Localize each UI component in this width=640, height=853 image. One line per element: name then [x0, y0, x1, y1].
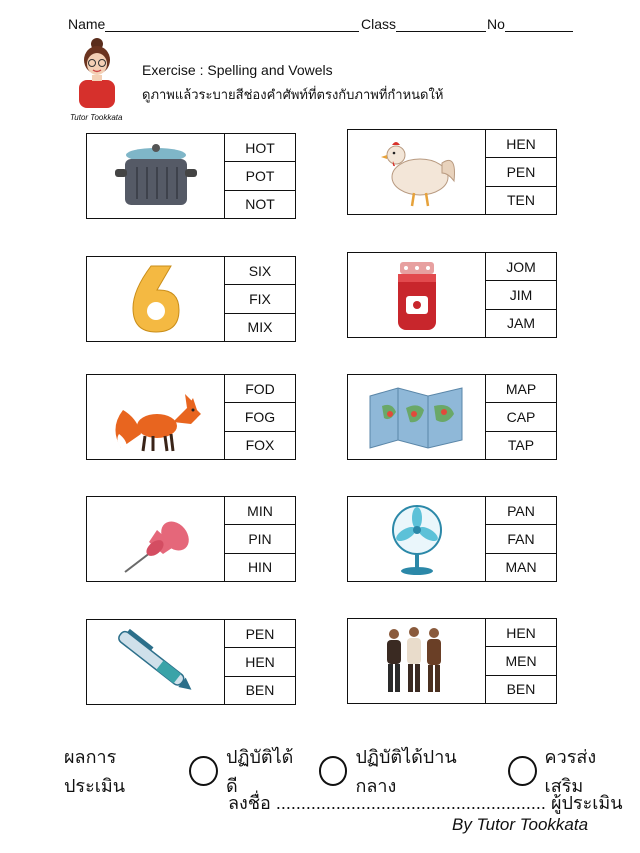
- option-word[interactable]: BEN: [225, 676, 295, 704]
- option-word[interactable]: FIX: [225, 284, 295, 312]
- pen-icon: [101, 623, 211, 701]
- option-word[interactable]: HEN: [506, 624, 536, 641]
- card-jam: [347, 252, 557, 338]
- exercise-title: Exercise : Spelling and Vowels: [142, 62, 333, 78]
- option-word[interactable]: MEN: [486, 646, 556, 674]
- evaluation-option-improve: ควรส่งเสริม: [544, 747, 597, 796]
- card-fox: [86, 374, 296, 460]
- evaluation-option-good: ปฏิบัติได้ดี: [225, 747, 294, 796]
- evaluation-option-moderate: ปฏิบัติได้ปานกลาง: [355, 747, 457, 796]
- option-word[interactable]: HOT: [245, 139, 275, 156]
- option-word[interactable]: HEN: [506, 135, 536, 152]
- option-word[interactable]: JOM: [506, 258, 536, 275]
- hen-icon: [362, 133, 472, 211]
- signature-prefix: ลงชื่อ: [228, 793, 271, 813]
- option-word[interactable]: FAN: [486, 524, 556, 552]
- fox-icon: [101, 378, 211, 456]
- card-map: [347, 374, 557, 460]
- signature-line[interactable]: [228, 788, 623, 817]
- card-pen: [86, 619, 296, 705]
- signature-suffix: ผู้ประเมิน: [550, 793, 623, 813]
- pin-icon: [101, 500, 211, 578]
- men-icon: [362, 622, 472, 700]
- evaluation-radio-improve[interactable]: [508, 756, 537, 786]
- tutor-tag: Tutor Tookkata: [70, 113, 123, 122]
- card-six: [86, 256, 296, 342]
- option-word[interactable]: HEN: [225, 647, 295, 675]
- evaluation-label: ผลการประเมิน: [64, 747, 126, 796]
- name-field[interactable]: [68, 16, 359, 32]
- option-word[interactable]: HIN: [225, 553, 295, 581]
- card-men: [347, 618, 557, 704]
- evaluation-radio-moderate[interactable]: [319, 756, 348, 786]
- option-word[interactable]: FOG: [225, 402, 295, 430]
- card-hen: [347, 129, 557, 215]
- option-word[interactable]: PIN: [225, 524, 295, 552]
- byline: By Tutor Tookkata: [452, 815, 589, 834]
- jam-icon: [362, 256, 472, 334]
- class-field[interactable]: [361, 16, 486, 32]
- option-word[interactable]: MIN: [247, 502, 273, 519]
- option-word[interactable]: BEN: [486, 675, 556, 703]
- card-pin: [86, 496, 296, 582]
- card-pot: [86, 133, 296, 219]
- option-word[interactable]: PAN: [507, 502, 535, 519]
- signature-dots: ......................................................: [275, 793, 546, 813]
- option-word[interactable]: FOD: [245, 380, 275, 397]
- option-word[interactable]: MAN: [486, 553, 556, 581]
- fan-icon: [362, 500, 472, 578]
- option-word[interactable]: SIX: [248, 262, 272, 279]
- six-icon: [101, 260, 211, 338]
- tutor-avatar: [70, 36, 124, 110]
- number-label: No: [487, 16, 505, 32]
- pot-icon: [101, 137, 211, 215]
- option-word[interactable]: PEN: [486, 157, 556, 185]
- exercise-instruction: ดูภาพแล้วระบายสีช่องคำศัพท์ที่ตรงกับภาพที่กำหนดให้: [142, 87, 444, 102]
- option-word[interactable]: MIX: [225, 313, 295, 341]
- option-word[interactable]: TEN: [486, 186, 556, 214]
- evaluation-radio-good[interactable]: [189, 756, 218, 786]
- class-label: Class: [361, 16, 397, 32]
- map-icon: [362, 378, 472, 456]
- number-field[interactable]: [487, 16, 573, 32]
- option-word[interactable]: POT: [225, 161, 295, 189]
- option-word[interactable]: MAP: [505, 380, 537, 397]
- card-fan: [347, 496, 557, 582]
- option-word[interactable]: JIM: [486, 280, 556, 308]
- option-word[interactable]: PEN: [245, 625, 275, 642]
- name-label: Name: [68, 16, 106, 32]
- option-word[interactable]: FOX: [225, 431, 295, 459]
- option-word[interactable]: TAP: [486, 431, 556, 459]
- option-word[interactable]: NOT: [225, 190, 295, 218]
- option-word[interactable]: CAP: [486, 402, 556, 430]
- option-word[interactable]: JAM: [486, 309, 556, 337]
